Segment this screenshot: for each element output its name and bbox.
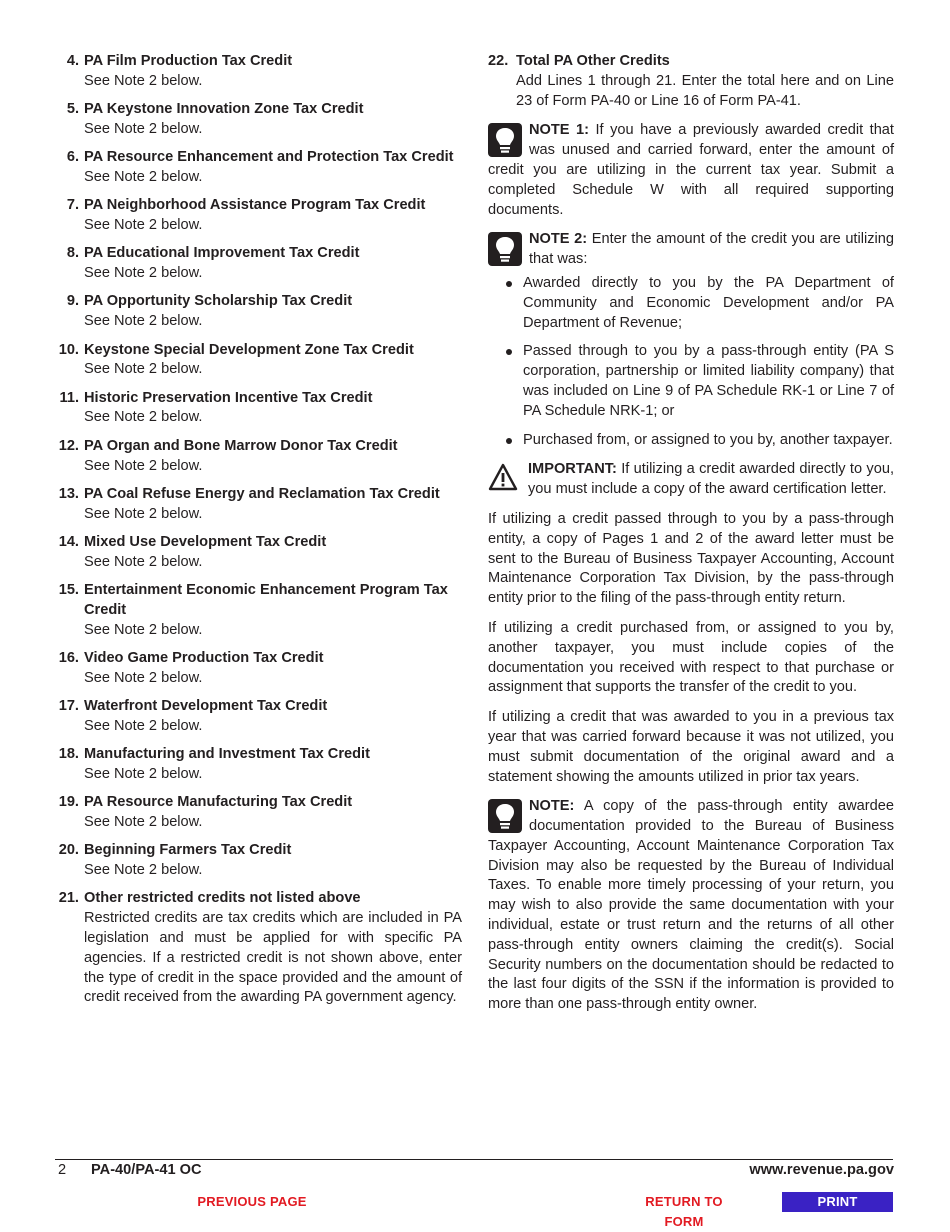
line-title: PA Neighborhood Assistance Program Tax Credit bbox=[84, 197, 426, 214]
line-item-15 bbox=[55, 581, 462, 640]
line-item-18 bbox=[55, 745, 462, 785]
line-item-22 bbox=[488, 52, 894, 111]
note-2-bullet-list bbox=[488, 274, 894, 450]
line-item-8 bbox=[55, 244, 462, 284]
line-item-10 bbox=[55, 341, 462, 381]
line-title: Keystone Special Development Zone Tax Credit bbox=[84, 341, 414, 358]
line-title: Historic Preservation Incentive Tax Credit bbox=[84, 389, 373, 406]
line-description: See Note 2 below. bbox=[84, 669, 203, 686]
line-item-17 bbox=[55, 697, 462, 737]
line-description: See Note 2 below. bbox=[84, 553, 203, 570]
line-title: PA Coal Refuse Energy and Reclamation Tax Credit bbox=[84, 485, 440, 502]
line-item-7 bbox=[55, 196, 462, 236]
important-note bbox=[488, 460, 894, 500]
important-label: IMPORTANT: bbox=[528, 461, 617, 478]
line-description: See Note 2 below. bbox=[84, 862, 203, 879]
line-number: 9. bbox=[66, 293, 79, 310]
line-number: 19. bbox=[58, 794, 79, 811]
line-number: 15. bbox=[58, 582, 79, 599]
line-item-5 bbox=[55, 100, 462, 140]
line-title: PA Organ and Bone Marrow Donor Tax Credit bbox=[84, 437, 398, 454]
line-number: 6. bbox=[66, 149, 79, 166]
line-item-19 bbox=[55, 793, 462, 833]
line-title: PA Opportunity Scholarship Tax Credit bbox=[84, 293, 353, 310]
list-item: Passed through to you by a pass-through entity (PA S corporation, partnership or limited liability company) that was included on Line 9 of PA Schedule RK-1 or Line 7 of PA Schedule NRK-1; or bbox=[488, 342, 894, 421]
line-number: 16. bbox=[58, 649, 79, 666]
previous-page-button[interactable]: PREVIOUS PAGE bbox=[197, 1194, 307, 1209]
paragraph: If utilizing a credit that was awarded to you in a previous tax year that was carried forward because it was not utilized, you must submit documentation of the original award and a statement showing the amounts utilized in prior tax years. bbox=[488, 709, 894, 785]
line-description: See Note 2 below. bbox=[84, 120, 203, 137]
return-to-form-button[interactable]: RETURN TO FORM bbox=[645, 1194, 723, 1229]
line-description: Restricted credits are tax credits which are included in PA legislation and must be applied for with specific PA agencies. If a restricted credit is not shown above, enter the type of credit in the space provided and the amount of credit received from the awarding PA government agency. bbox=[84, 910, 462, 1006]
line-number: 13. bbox=[58, 485, 79, 502]
right-column bbox=[488, 52, 894, 1025]
line-title: Mixed Use Development Tax Credit bbox=[84, 533, 327, 550]
line-title: Entertainment Economic Enhancement Program Tax Credit bbox=[84, 582, 448, 618]
line-description: See Note 2 below. bbox=[84, 265, 203, 282]
line-item-13 bbox=[55, 485, 462, 525]
note-3-label: NOTE: bbox=[529, 798, 575, 815]
line-number: 11. bbox=[59, 389, 79, 406]
print-button[interactable]: PRINT bbox=[782, 1192, 893, 1212]
line-description: See Note 2 below. bbox=[84, 621, 203, 638]
line-item-6 bbox=[55, 148, 462, 188]
line-number: 22. bbox=[488, 53, 509, 69]
line-description: See Note 2 below. bbox=[84, 814, 203, 830]
line-description: See Note 2 below. bbox=[84, 505, 203, 522]
line-number: 10. bbox=[58, 341, 79, 358]
line-description: See Note 2 below. bbox=[84, 457, 203, 474]
page-number: 2 bbox=[58, 1162, 67, 1178]
line-title: PA Educational Improvement Tax Credit bbox=[84, 245, 360, 262]
line-item-12 bbox=[55, 437, 462, 477]
line-title: PA Keystone Innovation Zone Tax Credit bbox=[84, 101, 364, 118]
line-title: PA Resource Manufacturing Tax Credit bbox=[84, 794, 353, 811]
note-1-text: If you have a previously awarded credit that was unused and carried forward, enter the amount of credit you are utilizing in the current tax year. Submit a completed Schedule W with all required supporting documents. bbox=[488, 122, 894, 218]
line-description: See Note 2 below. bbox=[84, 217, 203, 234]
line-item-9 bbox=[55, 292, 462, 332]
paragraph: If utilizing a credit purchased from, or assigned to you by, another taxpayer, you must include copies of the documentation you received with respect to that purchase or assignment that supports the transfer of the credit to you. bbox=[488, 619, 894, 696]
line-title: PA Film Production Tax Credit bbox=[84, 53, 293, 69]
line-number: 8. bbox=[66, 245, 79, 262]
note-1-label: NOTE 1: bbox=[529, 122, 589, 139]
line-description: See Note 2 below. bbox=[84, 717, 203, 734]
line-description: See Note 2 below. bbox=[84, 409, 203, 426]
form-name: PA-40/PA-41 OC bbox=[91, 1162, 202, 1178]
line-number: 7. bbox=[66, 197, 79, 214]
list-item: Awarded directly to you by the PA Department of Community and Economic Development and/or PA Department of Revenue; bbox=[488, 274, 894, 333]
line-number: 20. bbox=[58, 842, 79, 859]
line-item-14 bbox=[55, 533, 462, 573]
line-item-16 bbox=[55, 649, 462, 689]
lightbulb-icon bbox=[488, 799, 522, 833]
line-number: 4. bbox=[66, 53, 79, 69]
line-description: See Note 2 below. bbox=[84, 168, 203, 185]
line-title: Waterfront Development Tax Credit bbox=[84, 698, 328, 715]
note-3 bbox=[488, 797, 894, 1015]
note-2 bbox=[488, 230, 894, 270]
lightbulb-icon bbox=[488, 123, 522, 157]
warning-icon bbox=[488, 462, 518, 492]
line-description: See Note 2 below. bbox=[84, 765, 203, 782]
line-title: Video Game Production Tax Credit bbox=[84, 649, 324, 666]
left-column bbox=[55, 52, 462, 1017]
list-item: Purchased from, or assigned to you by, another taxpayer. bbox=[488, 431, 894, 451]
note-2-text: Enter the amount of the credit you are utilizing that was: bbox=[529, 231, 894, 268]
line-title: Manufacturing and Investment Tax Credit bbox=[84, 746, 370, 763]
lightbulb-icon bbox=[488, 232, 522, 266]
line-number: 5. bbox=[66, 101, 79, 118]
line-item-20 bbox=[55, 841, 462, 881]
line-title: Other restricted credits not listed above bbox=[84, 890, 361, 907]
line-number: 17. bbox=[58, 698, 79, 715]
line-item-11 bbox=[55, 389, 462, 429]
website-link[interactable]: www.revenue.pa.gov bbox=[749, 1162, 894, 1178]
line-number: 14. bbox=[58, 533, 79, 550]
line-description: See Note 2 below. bbox=[84, 313, 203, 330]
line-title: PA Resource Enhancement and Protection Tax Credit bbox=[84, 149, 454, 166]
paragraph: If utilizing a credit passed through to you by a pass-through entity, a copy of Pages 1 and 2 of the award letter must be sent to the Bureau of Business Taxpayer Accounting, Account Maintenance Corporation Tax Division, by the pass-through entity prior to the filing of the pass-through entity return. bbox=[488, 510, 894, 607]
note-3-text: A copy of the pass-through entity awardee documentation provided to the Bureau of Business Taxpayer Accounting, Account Maintenance Corporation Tax Division may also be requested by the Bureau of Individual Taxes. To enable more timely processing of your return, you may wish to also provide the same documentation with your individual, estate or trust return and the returns of all other pass-through entity owners claiming the credit(s). Social Security numbers on the documentation should be redacted to the last four digits of the SSN if the information is provided to more than one pass-through entity owner. bbox=[488, 798, 894, 1013]
line-number: 21. bbox=[58, 890, 79, 907]
footer-divider bbox=[55, 1159, 893, 1160]
line-item-21 bbox=[55, 889, 462, 1008]
line-description: Add Lines 1 through 21. Enter the total here and on Line 23 of Form PA-40 or Line 16 of Form PA-41. bbox=[516, 72, 894, 109]
note-1 bbox=[488, 121, 894, 220]
line-item-4 bbox=[55, 52, 462, 92]
line-description: See Note 2 below. bbox=[84, 361, 203, 378]
line-number: 12. bbox=[58, 437, 79, 454]
line-number: 18. bbox=[58, 746, 79, 763]
line-title: Total PA Other Credits bbox=[516, 53, 670, 69]
note-2-label: NOTE 2: bbox=[529, 231, 588, 248]
line-description: See Note 2 below. bbox=[84, 72, 203, 89]
line-title: Beginning Farmers Tax Credit bbox=[84, 842, 292, 859]
important-text: If utilizing a credit awarded directly to you, you must include a copy of the award certification letter. bbox=[528, 461, 894, 498]
